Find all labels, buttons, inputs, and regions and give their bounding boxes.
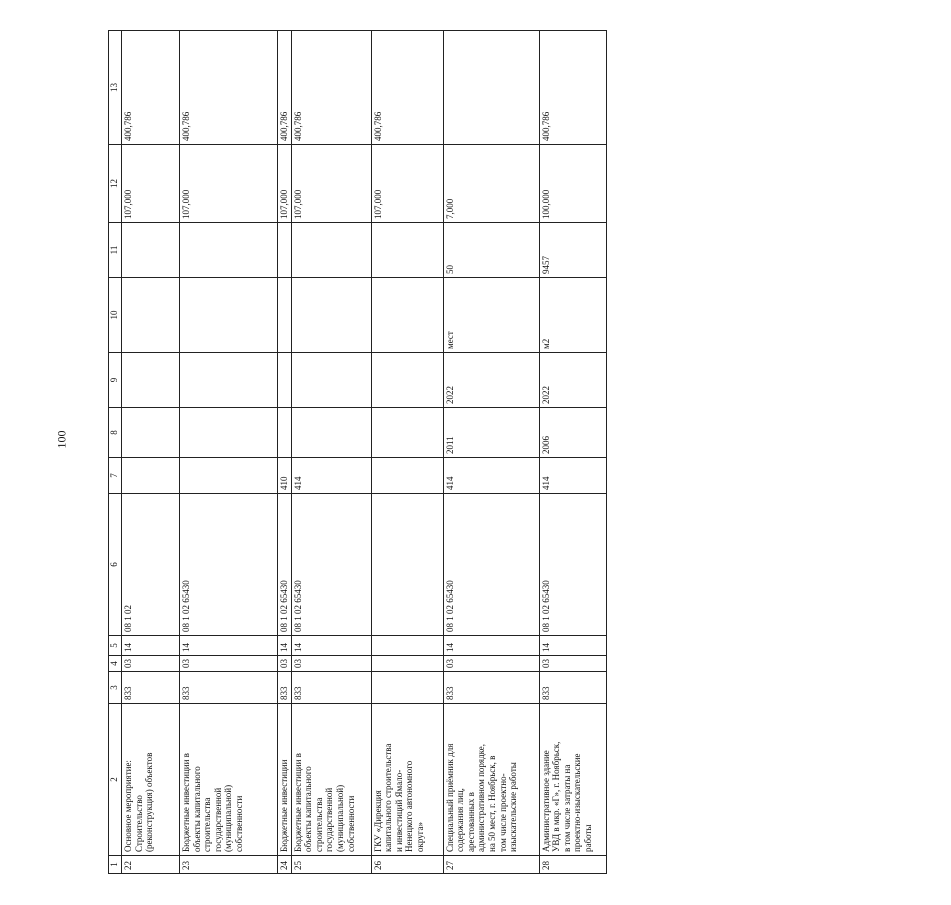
name-cell: Бюджетные инвестиции в объекты капитального строительства государственной (муниципальной) собственности (291, 704, 371, 856)
unit-cell (278, 278, 292, 353)
end-year-cell: 2022 (443, 353, 539, 408)
row-number-cell: 26 (371, 856, 443, 874)
name-cell: Специальный приёмник для содержания лиц, арестованных в административном порядке, на 50 мест, г. Ноябрьск, в том числе проектно- изыскательские работы (443, 704, 539, 856)
expense-type-cell: 414 (539, 458, 606, 494)
amount-cell: 107,000 (278, 145, 292, 223)
end-year-cell: 2022 (539, 353, 606, 408)
total-cell: 400,786 (371, 31, 443, 145)
subsection-cell (371, 636, 443, 656)
row-number-cell: 24 (278, 856, 292, 874)
subsection-cell: 14 (122, 636, 180, 656)
subsection-cell: 14 (539, 636, 606, 656)
row-number-cell: 28 (539, 856, 606, 874)
table-header-row (109, 31, 122, 874)
capacity-cell (291, 223, 371, 278)
end-year-cell (278, 353, 292, 408)
unit-cell (122, 278, 180, 353)
code-cell: 833 (180, 672, 278, 704)
name-cell: Бюджетные инвестиции (278, 704, 292, 856)
expense-type-cell (371, 458, 443, 494)
header-cell: 8 (109, 408, 122, 458)
expense-type-cell: 410 (278, 458, 292, 494)
section-cell: 03 (539, 656, 606, 672)
amount-cell: 7,000 (443, 145, 539, 223)
amount-cell: 107,000 (371, 145, 443, 223)
code-cell: 833 (291, 672, 371, 704)
table-row (122, 31, 180, 874)
table-viewport (108, 31, 951, 870)
table-row (539, 31, 606, 874)
row-number-cell: 23 (180, 856, 278, 874)
name-cell: ГКУ «Дирекция капитального строительства и инвестиций Ямало- Ненецкого автономного округа» (371, 704, 443, 856)
header-cell: 5 (109, 636, 122, 656)
section-cell: 03 (180, 656, 278, 672)
code-cell: 833 (122, 672, 180, 704)
end-year-cell (122, 353, 180, 408)
header-cell: 2 (109, 704, 122, 856)
total-cell: 400,786 (180, 31, 278, 145)
section-cell (371, 656, 443, 672)
table-row (443, 31, 539, 874)
subsection-cell: 14 (443, 636, 539, 656)
end-year-cell (291, 353, 371, 408)
row-number-cell: 27 (443, 856, 539, 874)
table-row (371, 31, 443, 874)
unit-cell (371, 278, 443, 353)
table-row (278, 31, 292, 874)
subsection-cell: 14 (278, 636, 292, 656)
target-article-cell: 08 1 02 65430 (539, 494, 606, 636)
code-cell: 833 (539, 672, 606, 704)
target-article-cell: 08 1 02 65430 (180, 494, 278, 636)
header-cell: 1 (109, 856, 122, 874)
code-cell: 833 (443, 672, 539, 704)
section-cell: 03 (122, 656, 180, 672)
unit-cell: мест (443, 278, 539, 353)
total-cell: 400,786 (122, 31, 180, 145)
capacity-cell: 50 (443, 223, 539, 278)
capacity-cell (180, 223, 278, 278)
start-year-cell (122, 408, 180, 458)
total-cell (443, 31, 539, 145)
header-cell: 7 (109, 458, 122, 494)
budget-table (108, 30, 607, 874)
header-cell: 13 (109, 31, 122, 145)
page-number (52, 424, 72, 454)
start-year-cell: 2011 (443, 408, 539, 458)
capacity-cell (371, 223, 443, 278)
row-number-cell: 25 (291, 856, 371, 874)
amount-cell: 100,000 (539, 145, 606, 223)
header-cell: 9 (109, 353, 122, 408)
row-number-cell: 22 (122, 856, 180, 874)
start-year-cell (180, 408, 278, 458)
target-article-cell: 08 1 02 65430 (291, 494, 371, 636)
start-year-cell (371, 408, 443, 458)
name-cell: Административное здание УВД в мкр. «Г», г. Ноябрьск, в том числе затраты на проектно-изыскательские работы (539, 704, 606, 856)
amount-cell: 107,000 (291, 145, 371, 223)
subsection-cell: 14 (291, 636, 371, 656)
expense-type-cell: 414 (291, 458, 371, 494)
target-article-cell (371, 494, 443, 636)
total-cell: 400,786 (291, 31, 371, 145)
table-rotated (108, 31, 594, 874)
name-cell: Основное мероприятие: Строительство (реконструкция) объектов (122, 704, 180, 856)
section-cell: 03 (443, 656, 539, 672)
capacity-cell (122, 223, 180, 278)
section-cell: 03 (291, 656, 371, 672)
total-cell: 400,786 (539, 31, 606, 145)
amount-cell: 107,000 (122, 145, 180, 223)
code-cell: 833 (278, 672, 292, 704)
target-article-cell: 08 1 02 65430 (278, 494, 292, 636)
subsection-cell: 14 (180, 636, 278, 656)
end-year-cell (371, 353, 443, 408)
header-cell: 11 (109, 223, 122, 278)
unit-cell: м2 (539, 278, 606, 353)
amount-cell: 107,000 (180, 145, 278, 223)
target-article-cell: 08 1 02 65430 (443, 494, 539, 636)
unit-cell (180, 278, 278, 353)
end-year-cell (180, 353, 278, 408)
header-cell: 10 (109, 278, 122, 353)
unit-cell (291, 278, 371, 353)
target-article-cell: 08 1 02 (122, 494, 180, 636)
header-cell: 3 (109, 672, 122, 704)
capacity-cell: 9457 (539, 223, 606, 278)
header-cell: 4 (109, 656, 122, 672)
page-number-text: 100 (54, 430, 69, 448)
start-year-cell (278, 408, 292, 458)
header-cell: 12 (109, 145, 122, 223)
expense-type-cell: 414 (443, 458, 539, 494)
start-year-cell (291, 408, 371, 458)
expense-type-cell (122, 458, 180, 494)
capacity-cell (278, 223, 292, 278)
code-cell (371, 672, 443, 704)
section-cell: 03 (278, 656, 292, 672)
total-cell: 400,786 (278, 31, 292, 145)
table-row (291, 31, 371, 874)
expense-type-cell (180, 458, 278, 494)
start-year-cell: 2006 (539, 408, 606, 458)
header-cell: 6 (109, 494, 122, 636)
table-row (180, 31, 278, 874)
name-cell: Бюджетные инвестиции в объекты капитального строительства государственной (муниципальной) собственности (180, 704, 278, 856)
